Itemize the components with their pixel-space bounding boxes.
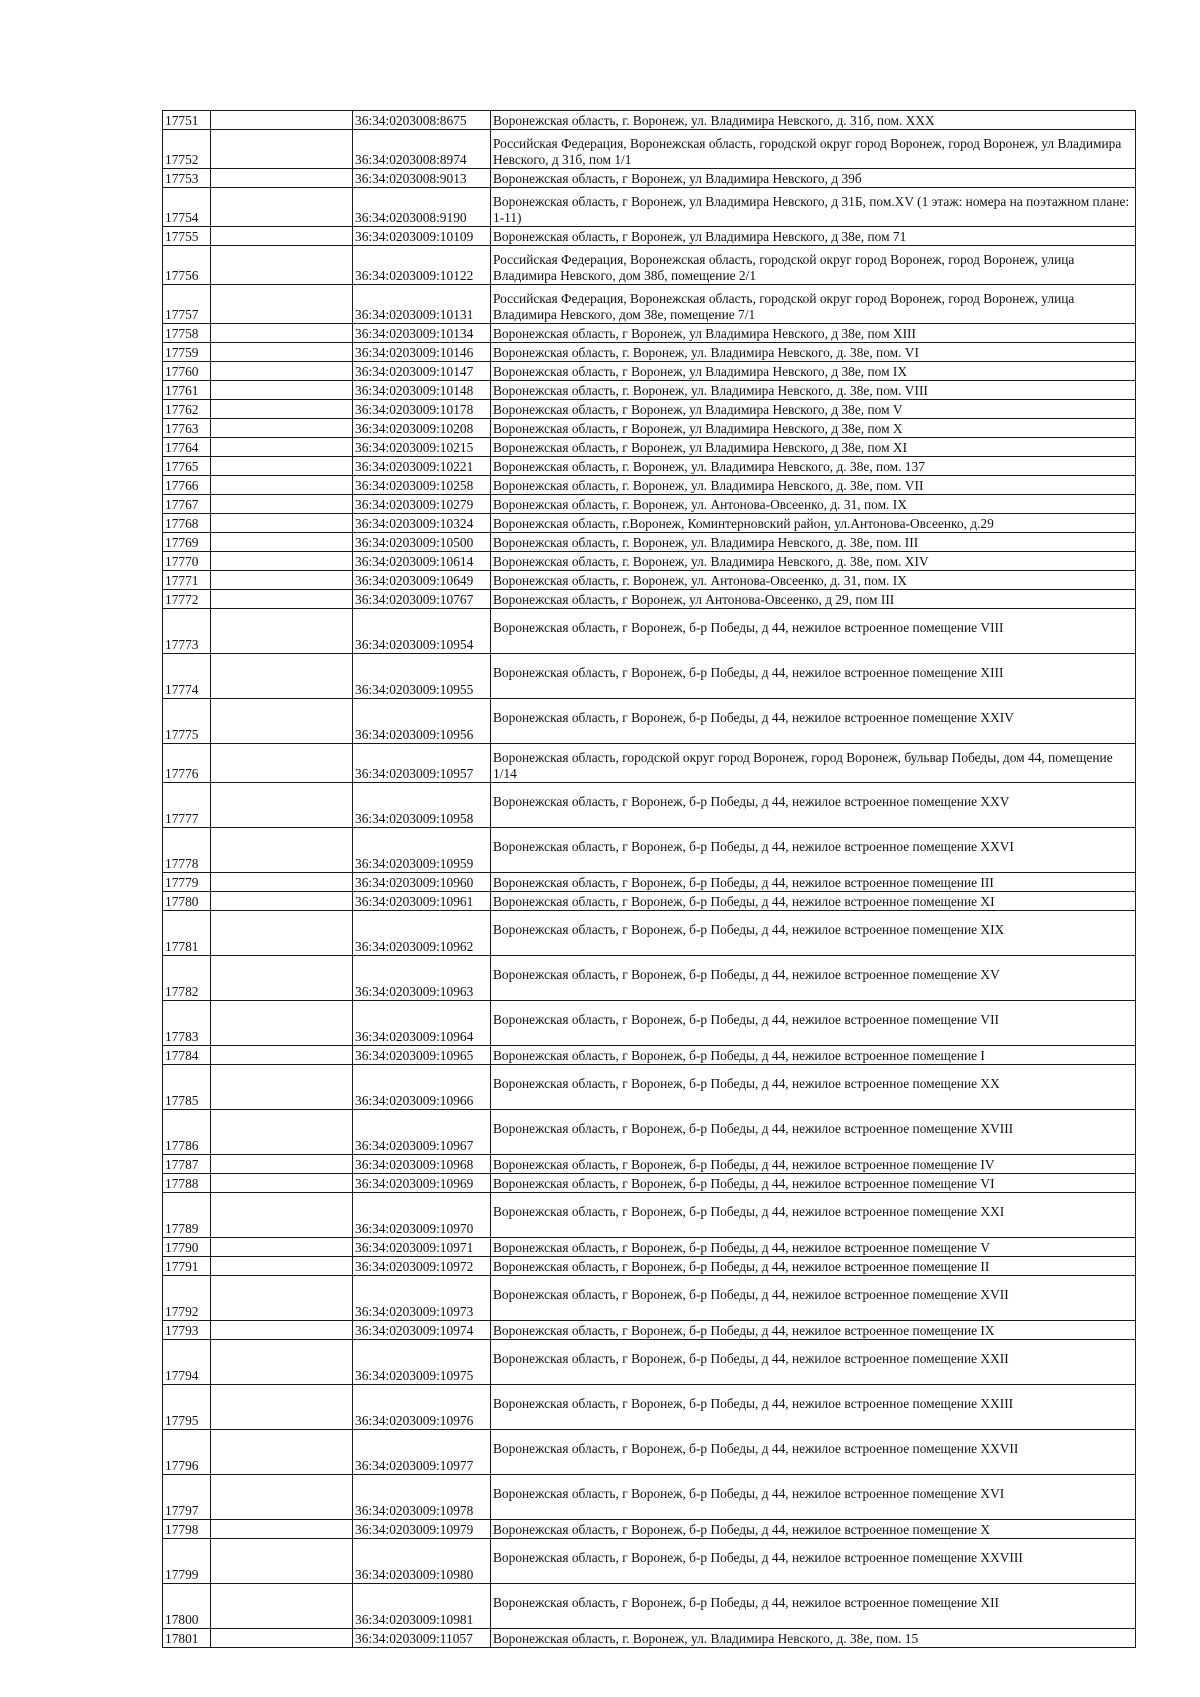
- row-number-cell: 17777: [163, 783, 211, 828]
- cadastral-number-cell: 36:34:0203009:10109: [353, 227, 491, 246]
- address-cell: Воронежская область, г Воронеж, б-р Победы, д 44, нежилое встроенное помещение XVI: [491, 1475, 1136, 1520]
- table-row: [163, 590, 1136, 609]
- row-number-cell: 17792: [163, 1276, 211, 1321]
- row-number-cell: 17767: [163, 495, 211, 514]
- row-number-cell: 17762: [163, 400, 211, 419]
- address-cell: Воронежская область, г. Воронеж, ул. Владимира Невского, д. 38е, пом. VII: [491, 476, 1136, 495]
- table-row: [163, 783, 1136, 828]
- address-cell: Воронежская область, г. Воронеж, ул. Владимира Невского, д. 38е, пом. 137: [491, 457, 1136, 476]
- table-row: [163, 744, 1136, 783]
- empty-cell: [211, 1629, 353, 1648]
- row-number-cell: 17789: [163, 1193, 211, 1238]
- address-cell: Воронежская область, г Воронеж, б-р Победы, д 44, нежилое встроенное помещение XXIV: [491, 699, 1136, 744]
- row-number-cell: 17798: [163, 1520, 211, 1539]
- cadastral-number-cell: 36:34:0203008:9013: [353, 169, 491, 188]
- table-row: [163, 227, 1136, 246]
- table-row: [163, 892, 1136, 911]
- table-row: [163, 911, 1136, 956]
- address-cell: Воронежская область, г Воронеж, б-р Победы, д 44, нежилое встроенное помещение XI: [491, 892, 1136, 911]
- cadastral-number-cell: 36:34:0203009:10215: [353, 438, 491, 457]
- property-register-body: [163, 111, 1136, 1648]
- cadastral-number-cell: 36:34:0203008:8675: [353, 111, 491, 130]
- address-cell: Воронежская область, г. Воронеж, ул. Владимира Невского, д. 38е, пом. VI: [491, 343, 1136, 362]
- row-number-cell: 17765: [163, 457, 211, 476]
- empty-cell: [211, 1238, 353, 1257]
- table-row: [163, 419, 1136, 438]
- empty-cell: [211, 343, 353, 362]
- row-number-cell: 17758: [163, 324, 211, 343]
- empty-cell: [211, 476, 353, 495]
- row-number-cell: 17779: [163, 873, 211, 892]
- empty-cell: [211, 1174, 353, 1193]
- cadastral-number-cell: 36:34:0203009:10970: [353, 1193, 491, 1238]
- row-number-cell: 17768: [163, 514, 211, 533]
- address-cell: Воронежская область, г Воронеж, б-р Победы, д 44, нежилое встроенное помещение XXI: [491, 1193, 1136, 1238]
- empty-cell: [211, 1046, 353, 1065]
- table-row: [163, 1046, 1136, 1065]
- table-row: [163, 571, 1136, 590]
- cadastral-number-cell: 36:34:0203009:10221: [353, 457, 491, 476]
- empty-cell: [211, 495, 353, 514]
- empty-cell: [211, 571, 353, 590]
- empty-cell: [211, 514, 353, 533]
- table-row: [163, 1539, 1136, 1584]
- row-number-cell: 17764: [163, 438, 211, 457]
- row-number-cell: 17780: [163, 892, 211, 911]
- cadastral-number-cell: 36:34:0203009:10969: [353, 1174, 491, 1193]
- empty-cell: [211, 1001, 353, 1046]
- table-row: [163, 1430, 1136, 1475]
- address-cell: Воронежская область, г. Воронеж, ул. Антонова-Овсеенко, д. 31, пом. IX: [491, 495, 1136, 514]
- address-cell: Российская Федерация, Воронежская область, городской округ город Воронеж, город Воронеж, улица Владимира Невского, дом 38е, помещение 7/1: [491, 285, 1136, 324]
- cadastral-number-cell: 36:34:0203009:10324: [353, 514, 491, 533]
- empty-cell: [211, 1276, 353, 1321]
- row-number-cell: 17774: [163, 654, 211, 699]
- cadastral-number-cell: 36:34:0203009:10258: [353, 476, 491, 495]
- row-number-cell: 17796: [163, 1430, 211, 1475]
- cadastral-number-cell: 36:34:0203009:10148: [353, 381, 491, 400]
- table-row: [163, 514, 1136, 533]
- row-number-cell: 17788: [163, 1174, 211, 1193]
- address-cell: Воронежская область, г Воронеж, б-р Победы, д 44, нежилое встроенное помещение XXII: [491, 1340, 1136, 1385]
- table-row: [163, 1475, 1136, 1520]
- row-number-cell: 17751: [163, 111, 211, 130]
- cadastral-number-cell: 36:34:0203009:10955: [353, 654, 491, 699]
- table-row: [163, 495, 1136, 514]
- address-cell: Воронежская область, г. Воронеж, ул. Владимира Невского, д. 38е, пом. III: [491, 533, 1136, 552]
- address-cell: Воронежская область, г Воронеж, б-р Победы, д 44, нежилое встроенное помещение XIX: [491, 911, 1136, 956]
- address-cell: Воронежская область, г Воронеж, б-р Победы, д 44, нежилое встроенное помещение XXIII: [491, 1385, 1136, 1430]
- cadastral-number-cell: 36:34:0203009:10963: [353, 956, 491, 1001]
- row-number-cell: 17761: [163, 381, 211, 400]
- row-number-cell: 17782: [163, 956, 211, 1001]
- empty-cell: [211, 1065, 353, 1110]
- address-cell: Российская Федерация, Воронежская область, городской округ город Воронеж, город Воронеж, улица Владимира Невского, дом 38б, помещение 2/1: [491, 246, 1136, 285]
- address-cell: Воронежская область, г Воронеж, ул Владимира Невского, д 38е, пом XIII: [491, 324, 1136, 343]
- address-cell: Воронежская область, г Воронеж, б-р Победы, д 44, нежилое встроенное помещение IX: [491, 1321, 1136, 1340]
- address-cell: Воронежская область, городской округ город Воронеж, город Воронеж, бульвар Победы, дом 44, помещение 1/14: [491, 744, 1136, 783]
- empty-cell: [211, 400, 353, 419]
- row-number-cell: 17793: [163, 1321, 211, 1340]
- cadastral-number-cell: 36:34:0203009:10967: [353, 1110, 491, 1155]
- row-number-cell: 17769: [163, 533, 211, 552]
- table-row: [163, 246, 1136, 285]
- address-cell: Воронежская область, г Воронеж, б-р Победы, д 44, нежилое встроенное помещение XXV: [491, 783, 1136, 828]
- cadastral-number-cell: 36:34:0203009:10956: [353, 699, 491, 744]
- table-row: [163, 533, 1136, 552]
- cadastral-number-cell: 36:34:0203009:10980: [353, 1539, 491, 1584]
- row-number-cell: 17778: [163, 828, 211, 873]
- row-number-cell: 17790: [163, 1238, 211, 1257]
- table-row: [163, 1584, 1136, 1629]
- cadastral-number-cell: 36:34:0203008:8974: [353, 130, 491, 169]
- cadastral-number-cell: 36:34:0203009:10975: [353, 1340, 491, 1385]
- table-row: [163, 130, 1136, 169]
- table-row: [163, 1155, 1136, 1174]
- empty-cell: [211, 1321, 353, 1340]
- empty-cell: [211, 828, 353, 873]
- table-row: [163, 873, 1136, 892]
- table-row: [163, 343, 1136, 362]
- address-cell: Воронежская область, г Воронеж, б-р Победы, д 44, нежилое встроенное помещение VIII: [491, 609, 1136, 654]
- row-number-cell: 17781: [163, 911, 211, 956]
- row-number-cell: 17771: [163, 571, 211, 590]
- row-number-cell: 17787: [163, 1155, 211, 1174]
- address-cell: Воронежская область, г Воронеж, б-р Победы, д 44, нежилое встроенное помещение XXVII: [491, 1430, 1136, 1475]
- table-row: [163, 699, 1136, 744]
- empty-cell: [211, 1385, 353, 1430]
- address-cell: Воронежская область, г Воронеж, б-р Победы, д 44, нежилое встроенное помещение VI: [491, 1174, 1136, 1193]
- empty-cell: [211, 362, 353, 381]
- table-row: [163, 324, 1136, 343]
- cadastral-number-cell: 36:34:0203009:10976: [353, 1385, 491, 1430]
- empty-cell: [211, 1193, 353, 1238]
- cadastral-number-cell: 36:34:0203009:10146: [353, 343, 491, 362]
- table-row: [163, 476, 1136, 495]
- cadastral-number-cell: 36:34:0203009:10957: [353, 744, 491, 783]
- table-row: [163, 457, 1136, 476]
- row-number-cell: 17773: [163, 609, 211, 654]
- address-cell: Воронежская область, г Воронеж, б-р Победы, д 44, нежилое встроенное помещение VII: [491, 1001, 1136, 1046]
- row-number-cell: 17770: [163, 552, 211, 571]
- empty-cell: [211, 381, 353, 400]
- address-cell: Воронежская область, г. Воронеж, ул. Владимира Невского, д. 38е, пом. 15: [491, 1629, 1136, 1648]
- empty-cell: [211, 130, 353, 169]
- row-number-cell: 17785: [163, 1065, 211, 1110]
- address-cell: Воронежская область, г. Воронеж, ул. Владимира Невского, д. 38е, пом. VIII: [491, 381, 1136, 400]
- cadastral-number-cell: 36:34:0203009:10960: [353, 873, 491, 892]
- row-number-cell: 17759: [163, 343, 211, 362]
- empty-cell: [211, 1257, 353, 1276]
- cadastral-number-cell: 36:34:0203009:10974: [353, 1321, 491, 1340]
- table-row: [163, 438, 1136, 457]
- table-row: [163, 285, 1136, 324]
- address-cell: Российская Федерация, Воронежская область, городской округ город Воронеж, город Воронеж, ул Владимира Невского, д 31б, пом 1/1: [491, 130, 1136, 169]
- address-cell: Воронежская область, г Воронеж, ул Владимира Невского, д 31Б, пом.XV (1 этаж: номера на поэтажном плане: 1-11): [491, 188, 1136, 227]
- row-number-cell: 17791: [163, 1257, 211, 1276]
- table-row: [163, 1193, 1136, 1238]
- empty-cell: [211, 873, 353, 892]
- row-number-cell: 17786: [163, 1110, 211, 1155]
- cadastral-number-cell: 36:34:0203009:10962: [353, 911, 491, 956]
- cadastral-number-cell: 36:34:0203009:10122: [353, 246, 491, 285]
- empty-cell: [211, 111, 353, 130]
- empty-cell: [211, 1110, 353, 1155]
- empty-cell: [211, 285, 353, 324]
- cadastral-number-cell: 36:34:0203009:10208: [353, 419, 491, 438]
- cadastral-number-cell: 36:34:0203009:10979: [353, 1520, 491, 1539]
- row-number-cell: 17763: [163, 419, 211, 438]
- table-row: [163, 1520, 1136, 1539]
- cadastral-number-cell: 36:34:0203009:10147: [353, 362, 491, 381]
- table-row: [163, 1321, 1136, 1340]
- table-row: [163, 1110, 1136, 1155]
- cadastral-number-cell: 36:34:0203009:10134: [353, 324, 491, 343]
- table-row: [163, 111, 1136, 130]
- table-row: [163, 552, 1136, 571]
- empty-cell: [211, 457, 353, 476]
- table-row: [163, 400, 1136, 419]
- cadastral-number-cell: 36:34:0203008:9190: [353, 188, 491, 227]
- empty-cell: [211, 552, 353, 571]
- row-number-cell: 17766: [163, 476, 211, 495]
- address-cell: Воронежская область, г. Воронеж, ул. Владимира Невского, д. 38е, пом. XIV: [491, 552, 1136, 571]
- cadastral-number-cell: 36:34:0203009:10973: [353, 1276, 491, 1321]
- empty-cell: [211, 1539, 353, 1584]
- row-number-cell: 17800: [163, 1584, 211, 1629]
- cadastral-number-cell: 36:34:0203009:10978: [353, 1475, 491, 1520]
- address-cell: Воронежская область, г Воронеж, б-р Победы, д 44, нежилое встроенное помещение XXVI: [491, 828, 1136, 873]
- table-row: [163, 1385, 1136, 1430]
- address-cell: Воронежская область, г Воронеж, б-р Победы, д 44, нежилое встроенное помещение V: [491, 1238, 1136, 1257]
- property-register-table: [162, 110, 1136, 1648]
- cadastral-number-cell: 36:34:0203009:10958: [353, 783, 491, 828]
- empty-cell: [211, 1430, 353, 1475]
- table-row: [163, 1001, 1136, 1046]
- table-row: [163, 362, 1136, 381]
- cadastral-number-cell: 36:34:0203009:10959: [353, 828, 491, 873]
- cadastral-number-cell: 36:34:0203009:10981: [353, 1584, 491, 1629]
- address-cell: Воронежская область, г Воронеж, б-р Победы, д 44, нежилое встроенное помещение XXVIII: [491, 1539, 1136, 1584]
- cadastral-number-cell: 36:34:0203009:10131: [353, 285, 491, 324]
- empty-cell: [211, 911, 353, 956]
- cadastral-number-cell: 36:34:0203009:10971: [353, 1238, 491, 1257]
- table-row: [163, 1257, 1136, 1276]
- address-cell: Воронежская область, г Воронеж, б-р Победы, д 44, нежилое встроенное помещение XII: [491, 1584, 1136, 1629]
- empty-cell: [211, 892, 353, 911]
- table-row: [163, 828, 1136, 873]
- table-row: [163, 1238, 1136, 1257]
- empty-cell: [211, 324, 353, 343]
- empty-cell: [211, 1155, 353, 1174]
- address-cell: Воронежская область, г Воронеж, ул Антонова-Овсеенко, д 29, пом III: [491, 590, 1136, 609]
- cadastral-number-cell: 36:34:0203009:10954: [353, 609, 491, 654]
- empty-cell: [211, 654, 353, 699]
- row-number-cell: 17756: [163, 246, 211, 285]
- row-number-cell: 17754: [163, 188, 211, 227]
- empty-cell: [211, 1475, 353, 1520]
- table-row: [163, 1174, 1136, 1193]
- empty-cell: [211, 744, 353, 783]
- cadastral-number-cell: 36:34:0203009:11057: [353, 1629, 491, 1648]
- empty-cell: [211, 533, 353, 552]
- empty-cell: [211, 1584, 353, 1629]
- row-number-cell: 17755: [163, 227, 211, 246]
- cadastral-number-cell: 36:34:0203009:10500: [353, 533, 491, 552]
- cadastral-number-cell: 36:34:0203009:10961: [353, 892, 491, 911]
- row-number-cell: 17794: [163, 1340, 211, 1385]
- table-row: [163, 654, 1136, 699]
- address-cell: Воронежская область, г Воронеж, ул Владимира Невского, д 38е, пом V: [491, 400, 1136, 419]
- row-number-cell: 17795: [163, 1385, 211, 1430]
- address-cell: Воронежская область, г Воронеж, б-р Победы, д 44, нежилое встроенное помещение IV: [491, 1155, 1136, 1174]
- cadastral-number-cell: 36:34:0203009:10614: [353, 552, 491, 571]
- table-row: [163, 381, 1136, 400]
- cadastral-number-cell: 36:34:0203009:10977: [353, 1430, 491, 1475]
- address-cell: Воронежская область, г Воронеж, ул Владимира Невского, д 38е, пом X: [491, 419, 1136, 438]
- cadastral-number-cell: 36:34:0203009:10968: [353, 1155, 491, 1174]
- empty-cell: [211, 609, 353, 654]
- address-cell: Воронежская область, г.Воронеж, Коминтерновский район, ул.Антонова-Овсеенко, д.29: [491, 514, 1136, 533]
- table-row: [163, 1629, 1136, 1648]
- empty-cell: [211, 1340, 353, 1385]
- empty-cell: [211, 188, 353, 227]
- address-cell: Воронежская область, г Воронеж, б-р Победы, д 44, нежилое встроенное помещение X: [491, 1520, 1136, 1539]
- address-cell: Воронежская область, г Воронеж, ул Владимира Невского, д 38е, пом XI: [491, 438, 1136, 457]
- address-cell: Воронежская область, г Воронеж, ул Владимира Невского, д 38е, пом 71: [491, 227, 1136, 246]
- empty-cell: [211, 699, 353, 744]
- address-cell: Воронежская область, г Воронеж, б-р Победы, д 44, нежилое встроенное помещение XV: [491, 956, 1136, 1001]
- empty-cell: [211, 169, 353, 188]
- cadastral-number-cell: 36:34:0203009:10178: [353, 400, 491, 419]
- address-cell: Воронежская область, г. Воронеж, ул. Владимира Невского, д. 31б, пом. XXX: [491, 111, 1136, 130]
- row-number-cell: 17776: [163, 744, 211, 783]
- row-number-cell: 17775: [163, 699, 211, 744]
- address-cell: Воронежская область, г Воронеж, б-р Победы, д 44, нежилое встроенное помещение II: [491, 1257, 1136, 1276]
- cadastral-number-cell: 36:34:0203009:10966: [353, 1065, 491, 1110]
- address-cell: Воронежская область, г Воронеж, ул Владимира Невского, д 38е, пом IX: [491, 362, 1136, 381]
- address-cell: Воронежская область, г Воронеж, б-р Победы, д 44, нежилое встроенное помещение I: [491, 1046, 1136, 1065]
- row-number-cell: 17797: [163, 1475, 211, 1520]
- cadastral-number-cell: 36:34:0203009:10767: [353, 590, 491, 609]
- empty-cell: [211, 419, 353, 438]
- address-cell: Воронежская область, г Воронеж, б-р Победы, д 44, нежилое встроенное помещение XX: [491, 1065, 1136, 1110]
- table-row: [163, 169, 1136, 188]
- row-number-cell: 17760: [163, 362, 211, 381]
- row-number-cell: 17799: [163, 1539, 211, 1584]
- table-row: [163, 956, 1136, 1001]
- empty-cell: [211, 590, 353, 609]
- empty-cell: [211, 438, 353, 457]
- row-number-cell: 17757: [163, 285, 211, 324]
- cadastral-number-cell: 36:34:0203009:10965: [353, 1046, 491, 1065]
- cadastral-number-cell: 36:34:0203009:10279: [353, 495, 491, 514]
- cadastral-number-cell: 36:34:0203009:10649: [353, 571, 491, 590]
- cadastral-number-cell: 36:34:0203009:10964: [353, 1001, 491, 1046]
- row-number-cell: 17752: [163, 130, 211, 169]
- address-cell: Воронежская область, г Воронеж, б-р Победы, д 44, нежилое встроенное помещение XVII: [491, 1276, 1136, 1321]
- row-number-cell: 17784: [163, 1046, 211, 1065]
- address-cell: Воронежская область, г Воронеж, б-р Победы, д 44, нежилое встроенное помещение XIII: [491, 654, 1136, 699]
- table-row: [163, 1065, 1136, 1110]
- empty-cell: [211, 246, 353, 285]
- address-cell: Воронежская область, г Воронеж, б-р Победы, д 44, нежилое встроенное помещение III: [491, 873, 1136, 892]
- table-row: [163, 188, 1136, 227]
- row-number-cell: 17772: [163, 590, 211, 609]
- address-cell: Воронежская область, г. Воронеж, ул. Антонова-Овсеенко, д. 31, пом. IX: [491, 571, 1136, 590]
- empty-cell: [211, 1520, 353, 1539]
- row-number-cell: 17783: [163, 1001, 211, 1046]
- row-number-cell: 17801: [163, 1629, 211, 1648]
- address-cell: Воронежская область, г Воронеж, б-р Победы, д 44, нежилое встроенное помещение XVIII: [491, 1110, 1136, 1155]
- address-cell: Воронежская область, г Воронеж, ул Владимира Невского, д 39б: [491, 169, 1136, 188]
- empty-cell: [211, 956, 353, 1001]
- table-row: [163, 1276, 1136, 1321]
- empty-cell: [211, 783, 353, 828]
- cadastral-number-cell: 36:34:0203009:10972: [353, 1257, 491, 1276]
- table-row: [163, 1340, 1136, 1385]
- row-number-cell: 17753: [163, 169, 211, 188]
- table-row: [163, 609, 1136, 654]
- empty-cell: [211, 227, 353, 246]
